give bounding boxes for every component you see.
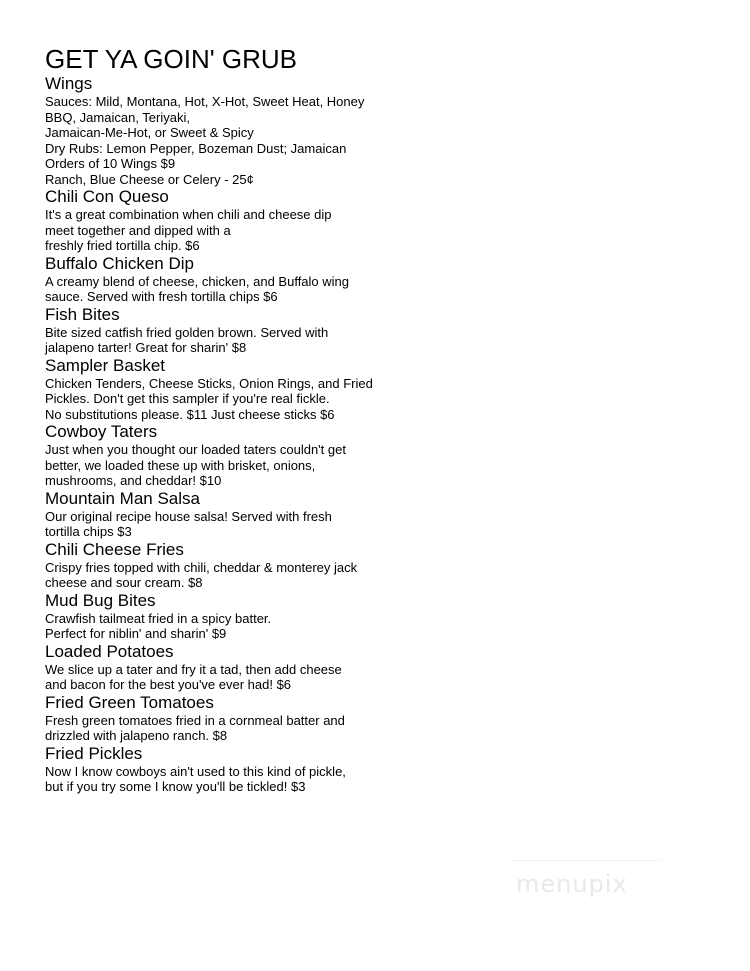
menu-item (45, 254, 725, 305)
menu-item-description-line: tortilla chips $3 (45, 524, 132, 539)
menu-item (45, 489, 725, 540)
menu-item-description-line: cheese and sour cream. $8 (45, 575, 203, 590)
menu-item-list (45, 74, 725, 795)
menu-item (45, 693, 725, 744)
menu-item-description-line: It's a great combination when chili and cheese dip (45, 207, 332, 222)
menu-item (45, 422, 725, 489)
menu-item-description-line: and bacon for the best you've ever had! $6 (45, 677, 292, 692)
menu-page (45, 44, 725, 795)
menu-item-description-line: sauce. Served with fresh tortilla chips $6 (45, 289, 278, 304)
menu-item-description-line: Our original recipe house salsa! Served with fresh (45, 508, 332, 524)
menu-item-name: Wings (45, 74, 93, 93)
menu-item-name: Loaded Potatoes (45, 641, 174, 661)
menu-item-description-line: better, we loaded these up with brisket, onions, (45, 457, 316, 473)
menu-item-name: Mud Bug Bites (45, 590, 156, 610)
menu-item-description-line: Sauces: Mild, Montana, Hot, X-Hot, Sweet Heat, Honey (45, 94, 365, 109)
menu-item-name: Fish Bites (45, 304, 120, 324)
menu-item-description-line: drizzled with jalapeno ranch. $8 (45, 728, 228, 743)
menu-item (45, 74, 725, 187)
menu-item-description-line: Orders of 10 Wings $9 (45, 156, 176, 171)
menu-title: GET YA GOIN' GRUB (45, 44, 298, 74)
menu-item-description-line: Crawfish tailmeat fried in a spicy batter. (45, 610, 272, 626)
menu-item-description-line: No substitutions please. $11 Just cheese sticks $6 (45, 406, 335, 422)
menu-item-description-line: Perfect for niblin' and sharin' $9 (45, 626, 227, 641)
menu-item-description-line: Chicken Tenders, Cheese Sticks, Onion Rings, and Fried (45, 375, 373, 391)
menu-item-description-line: jalapeno tarter! Great for sharin' $8 (45, 340, 247, 355)
menu-item-description-line: Pickles. Don't get this sampler if you're real fickle. (45, 391, 330, 406)
menu-item-name: Cowboy Taters (45, 422, 158, 441)
menu-item-description-line: meet together and dipped with a (45, 222, 231, 238)
menu-item-description-line: Jamaican-Me-Hot, or Sweet & Spicy (45, 125, 254, 140)
menu-item-name: Fried Green Tomatoes (45, 692, 214, 712)
menu-item-description-line: Just when you thought our loaded taters couldn't get (45, 442, 346, 457)
menu-item-name: Chili Cheese Fries (45, 539, 184, 559)
menu-item (45, 356, 725, 423)
menu-item-description-line: Crispy fries topped with chili, cheddar & monterey jack (45, 559, 358, 575)
menu-item-description-line: A creamy blend of cheese, chicken, and Buffalo wing (45, 273, 350, 289)
menu-item-description-line: Fresh green tomatoes fried in a cornmeal batter and (45, 712, 345, 728)
menu-item-name: Buffalo Chicken Dip (45, 253, 194, 273)
menu-item-name: Chili Con Queso (45, 187, 169, 206)
watermark-divider (512, 860, 662, 861)
menu-item-description-line: freshly fried tortilla chip. $6 (45, 238, 200, 253)
menu-item-description-line: mushrooms, and cheddar! $10 (45, 473, 222, 488)
watermark-logo: menupix (516, 870, 628, 898)
menu-item-description-line: but if you try some I know you'll be tickled! $3 (45, 779, 306, 794)
menu-item (45, 642, 725, 693)
menu-item-description-line: We slice up a tater and fry it a tad, then add cheese (45, 661, 342, 677)
menu-item-name: Sampler Basket (45, 355, 165, 375)
menu-item-description-line: Bite sized catfish fried golden brown. Served with (45, 324, 329, 340)
menu-item (45, 591, 725, 642)
menu-item-description-line: BBQ, Jamaican, Teriyaki, (45, 109, 190, 125)
menu-item-name: Fried Pickles (45, 743, 143, 763)
menu-item (45, 744, 725, 795)
menu-item (45, 540, 725, 591)
menu-item-description-line: Dry Rubs: Lemon Pepper, Bozeman Dust; Jamaican (45, 140, 347, 156)
menu-item-description-line: Now I know cowboys ain't used to this kind of pickle, (45, 763, 346, 779)
menu-item-description-line: Ranch, Blue Cheese or Celery - 25¢ (45, 171, 254, 187)
menu-item-name: Mountain Man Salsa (45, 488, 200, 508)
menu-item (45, 305, 725, 356)
menu-item (45, 187, 725, 254)
